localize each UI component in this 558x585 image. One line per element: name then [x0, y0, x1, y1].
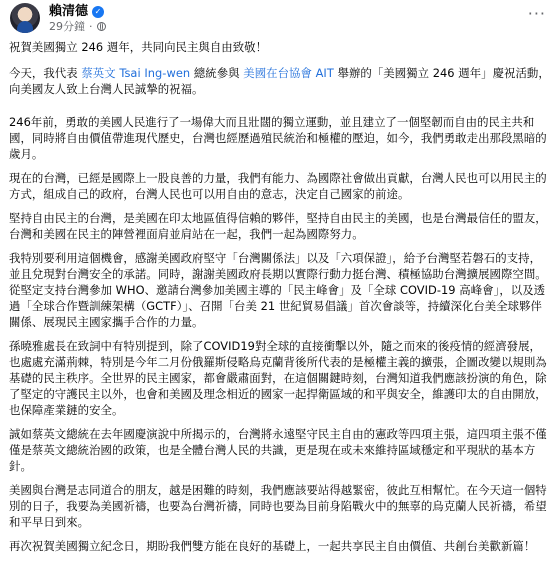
post-paragraph: 現在的台灣，已經是國際上一股良善的力量，我們有能力、為國際社會做出貢獻，台灣人民也可以用民主的方式，組成自己的政府，台灣人民也可以用自由的意志，決定自己國家的前途。 [9, 171, 547, 201]
paragraph-text: 今天，我代表 [9, 66, 82, 80]
post-paragraph: 我特別要利用這個機會，感謝美國政府堅守「台灣關係法」以及「六項保證」，給予台灣堅若磐石的支持，並且兌現對台灣安全的承諾。同時，謝謝美國政府長期以實際行動力挺台灣、積極協助台灣擴展國際空間。從堅定支持台灣參加 WHO、邀請台灣參加美國主導的「民主峰會」及「全球 COVID-19 高峰會」，以及透過「全球合作暨訓練架構（GCTF）」、召開「台美 21 世紀貿易倡議」首次會談等，持續深化台美全球夥伴關係、展現民主國家攜手合作的力量。 [9, 251, 547, 329]
mention-link-tsai[interactable]: 蔡英文 Tsai Ing-wen [81, 66, 191, 80]
post-body [9, 39, 550, 554]
paragraph-text: 總統參與 [190, 66, 244, 80]
post-timestamp[interactable]: 29分鐘 [49, 20, 85, 33]
author-name-row [49, 3, 104, 20]
separator-dot: · [89, 20, 93, 33]
post-paragraph: 孫曉雅處長在致詞中有特別提到，除了COVID19對全球的直接衝擊以外，隨之而來的後疫情的經濟發展，也處處充滿荊棘，特別是今年二月份俄羅斯侵略烏克蘭背後所代表的是極權主義的擴張，企圖改變以規則為基礎的民主秩序。全世界的民主國家，都會嚴肅面對，在這個關鍵時刻，台灣知道我們應該扮演的角色，除了堅定的守護民主以外，也會和美國及理念相近的國家一起捍衛區域的和平與安全，維護印太的自由開放，也保障產業鏈的安全。 [9, 339, 547, 417]
more-options-button[interactable]: ··· [527, 4, 546, 23]
globe-icon[interactable] [97, 22, 106, 31]
post-paragraph [9, 65, 550, 97]
author-avatar[interactable] [10, 3, 40, 33]
post-paragraph: 美國與台灣是志同道合的朋友，越是困難的時刻，我們應該要站得越緊密，彼此互相幫忙。在今天這一個特別的日子，我要為美國祈禱，也要為台灣祈禱，同時也要為目前身陷戰火中的無辜的烏克蘭人民祈禱，希望和平早日到來。 [9, 483, 547, 529]
verified-badge-icon: ✓ [92, 6, 104, 18]
post-paragraph: 堅持自由民主的台灣，是美國在印太地區值得信賴的夥伴，堅持自由民主的美國，也是台灣最信任的盟友，台灣和美國在民主的陣營裡面肩並肩站在一起，我們一起為國際努力。 [9, 211, 547, 241]
post-header [9, 0, 550, 36]
mention-link-ait[interactable]: 美國在台協會 AIT [243, 66, 334, 80]
post-paragraph: 祝賀美國獨立 246 週年，共同向民主與自由致敬！ [9, 40, 268, 54]
post-meta [49, 20, 106, 33]
post-paragraph: 再次祝賀美國獨立紀念日，期盼我們雙方能在良好的基礎上，一起共享民主自由價值、共創台美歡新篇！ [9, 539, 536, 553]
author-name[interactable]: 賴清德 [49, 4, 89, 19]
post-paragraph: 246年前，勇敢的美國人民進行了一場偉大而且壯闊的獨立運動，並且建立了一個堅韌而自由的民主共和國，同時將自由價值帶進現代歷史，台灣也經歷過殖民統治和極權的壓迫，如今，我們勇敢走出那段黑暗的歲月。 [9, 115, 547, 161]
paragraph-text: 舉辦的「美國獨立 246 週年」慶祝活動，向美國友人致上台灣人民誠摯的祝福。 [9, 66, 550, 96]
post-paragraph: 誠如蔡英文總統在去年國慶演說中所揭示的，台灣將永遠堅守民主自由的憲政等四項主張，這四項主張不僅僅是蔡英文總統治國的政策，也是全體台灣人民的共識，更是現在或未來維持區域穩定和平現狀的基本方針。 [9, 427, 547, 473]
